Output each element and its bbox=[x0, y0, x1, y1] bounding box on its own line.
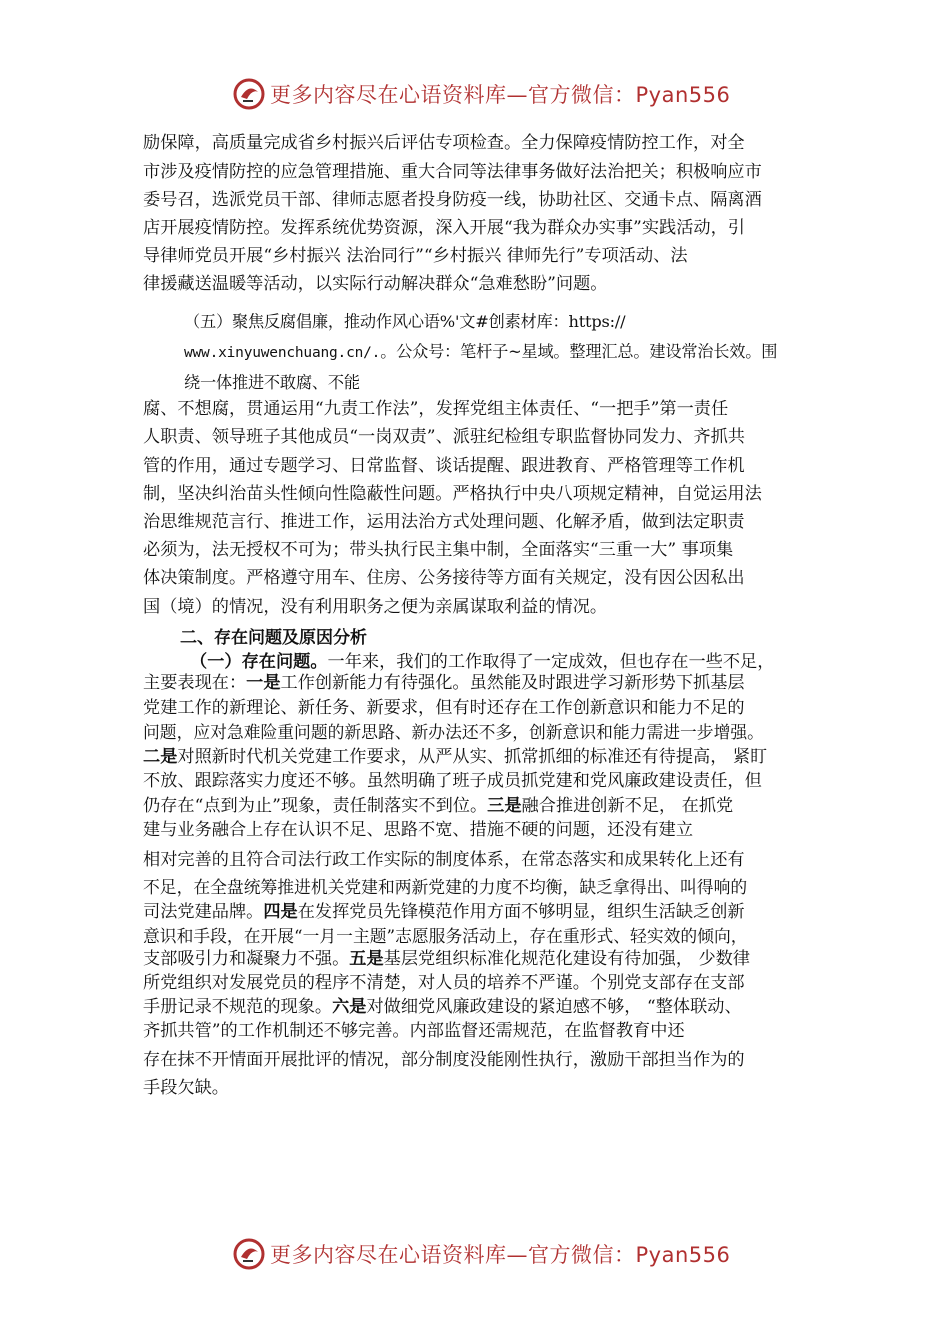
body-line: 励保障，高质量完成省乡村振兴后评估专项检查。全力保障疫情防控工作，对全 bbox=[143, 133, 745, 153]
swirl-logo-icon bbox=[232, 1237, 266, 1271]
body-line: 手册记录不规范的现象。六是对做细党风廉政建设的紧迫感不够， “整体联动、 bbox=[143, 997, 742, 1017]
body-line: 管的作用，通过专题学习、日常监督、谈话提醒、跟进教育、严格管理等工作机 bbox=[143, 456, 745, 476]
sub-heading: （一）存在问题。 bbox=[190, 652, 328, 672]
body-line: 意识和手段，在开展“一月一主题”志愿服务活动上，存在重形式、轻实效的倾向， bbox=[143, 926, 748, 946]
point-marker: 四是 bbox=[263, 902, 298, 922]
body-line: 必须为，法无授权不可为；带头执行民主集中制，全面落实“三重一大” 事项集 bbox=[143, 540, 734, 560]
body-line: （一）存在问题。一年来，我们的工作取得了一定成效，但也存在一些不足， bbox=[190, 652, 775, 672]
body-line: 齐抓共管”的工作机制还不够完善。内部监督还需规范，在监督教育中还 bbox=[143, 1021, 685, 1041]
body-line: 手段欠缺。 bbox=[143, 1078, 229, 1098]
body-line: 仍存在“点到为止”现象，责任制落实不到位。三是融合推进创新不足， 在抓党 bbox=[143, 796, 734, 816]
point-marker: 五是 bbox=[349, 949, 384, 969]
body-line: 二是对照新时代机关党建工作要求，从严从实、抓常抓细的标准还有待提高， 紧盯 bbox=[143, 747, 768, 767]
point-marker: 三是 bbox=[487, 796, 522, 816]
body-line: 店开展疫情防控。发挥系统优势资源，深入开展“我为群众办实事”实践活动，引 bbox=[143, 218, 745, 238]
footer-banner-text: 更多内容尽在心语资料库—官方微信：Pyan556 bbox=[270, 1243, 731, 1267]
body-line: 腐、不想腐，贯通运用“九责工作法”，发挥党组主体责任、“一把手”第一责任 bbox=[143, 399, 729, 419]
swirl-logo-icon bbox=[232, 77, 266, 111]
body-line: 不放、跟踪落实力度还不够。虽然明确了班子成员抓党建和党风廉政建设责任，但 bbox=[143, 771, 762, 791]
body-line: 相对完善的且符合司法行政工作实际的制度体系，在常态落实和成果转化上还有 bbox=[143, 850, 745, 870]
section-five-line bbox=[184, 341, 777, 364]
body-line: 体决策制度。严格遵守用车、住房、公务接待等方面有关规定，没有因公因私出 bbox=[143, 568, 745, 588]
body-line: 支部吸引力和凝聚力不强。五是基层党组织标准化规范化建设有待加强， 少数律 bbox=[143, 949, 751, 969]
body-line: 党建工作的新理论、新任务、新要求，但有时还存在工作创新意识和能力不足的 bbox=[143, 698, 745, 718]
header-banner bbox=[232, 74, 732, 114]
body-line: 问题，应对急难险重问题的新思路、新办法还不多，创新意识和能力需进一步增强。 bbox=[143, 722, 764, 742]
body-line: 司法党建品牌。四是在发挥党员先锋模范作用方面不够明显，组织生活缺乏创新 bbox=[143, 902, 745, 922]
point-marker: 一是 bbox=[246, 673, 281, 693]
section-heading: 二、存在问题及原因分析 bbox=[180, 628, 367, 648]
body-line: 律援藏送温暖等活动，以实际行动解决群众“急难愁盼”问题。 bbox=[143, 274, 608, 294]
section-five-line: （五）聚焦反腐倡廉，推动作风心语%'文#创素材库：https:// bbox=[184, 312, 626, 331]
body-line: 存在抹不开情面开展批评的情况，部分制度没能刚性执行，激励干部担当作为的 bbox=[143, 1050, 745, 1070]
body-line: 人职责、领导班子其他成员“一岗双责”、派驻纪检组专职监督协同发力、齐抓共 bbox=[143, 427, 745, 447]
section-five-text: 。公众号：笔杆子~星域。整理汇总。建设常治长效。围 bbox=[380, 342, 778, 361]
body-line: 制，坚决纠治苗头性倾向性隐蔽性问题。严格执行中央八项规定精神，自觉运用法 bbox=[143, 484, 762, 504]
body-line: 委号召，选派党员干部、律师志愿者投身防疫一线，协助社区、交通卡点、隔离酒 bbox=[143, 190, 762, 210]
body-line: 市涉及疫情防控的应急管理措施、重大合同等法律事务做好法治把关；积极响应市 bbox=[143, 162, 762, 182]
body-line: 治思维规范言行、推进工作，运用法治方式处理问题、化解矛盾，做到法定职责 bbox=[143, 512, 745, 532]
point-marker: 六是 bbox=[332, 997, 367, 1017]
section-five-line: 绕一体推进不敢腐、不能 bbox=[184, 373, 360, 392]
body-line: 建与业务融合上存在认识不足、思路不宽、措施不硬的问题，还没有建立 bbox=[143, 820, 694, 840]
body-line: 所党组织对发展党员的程序不清楚，对人员的培养不严谨。个别党支部存在支部 bbox=[143, 973, 745, 993]
header-banner-text: 更多内容尽在心语资料库—官方微信：Pyan556 bbox=[270, 83, 731, 107]
point-marker: 二是 bbox=[143, 747, 178, 767]
footer-banner bbox=[232, 1234, 732, 1274]
body-line: 主要表现在：一是工作创新能力有待强化。虽然能及时跟进学习新形势下抓基层 bbox=[143, 673, 745, 693]
body-line: 不足，在全盘统筹推进机关党建和两新党建的力度不均衡，缺乏拿得出、叫得响的 bbox=[143, 877, 748, 897]
url-text: www.xinyuwenchuang.cn/. bbox=[184, 345, 381, 361]
body-line: 国（境）的情况，没有利用职务之便为亲属谋取利益的情况。 bbox=[143, 597, 608, 617]
body-line: 导律师党员开展“乡村振兴 法治同行”“乡村振兴 律师先行”专项活动、法 bbox=[143, 246, 688, 266]
